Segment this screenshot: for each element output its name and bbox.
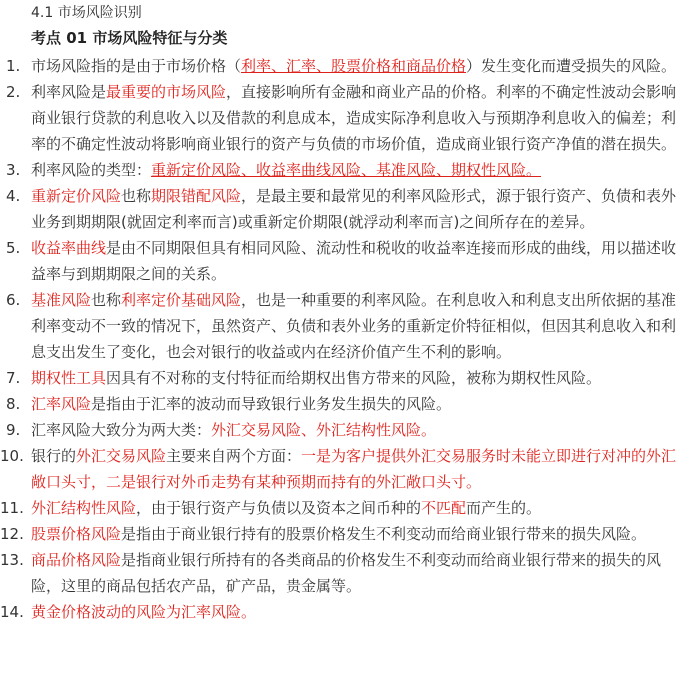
item-text: 是指商业银行所持有的各类商品的价格发生不利变动而给商业银行带来的损失的风险，这里的商品包括农产品，矿产品，贵金属等。 [31,551,662,595]
section-title: 4.1 市场风险识别 [31,5,142,21]
list-item [0,365,687,391]
item-text: 主要来自两个方面： [166,447,302,465]
highlighted-text: 收益率曲线 [31,239,107,257]
highlighted-text: 期权性工具 [31,369,107,387]
list-item [0,521,687,547]
item-number: 7. [6,369,21,387]
item-number: 1. [6,57,21,75]
highlighted-text: 外汇交易风险、外汇结构性风险。 [211,421,437,439]
item-number: 6. [6,291,21,309]
highlighted-text: 重新定价风险、收益率曲线风险、基准风险、期权性风险。 [151,161,542,179]
point-title: 考点 01 市场风险特征与分类 [31,29,228,47]
item-number: 10. [0,447,24,465]
highlighted-text: 利率定价基础风险 [121,291,242,309]
item-text: ，也是一种重要的利率风险。在利息收入和利息支出所依据的基准利率变动不一致的情况下，虽然资产、负债和表外业务的重新定价特征相似，但因其利息收入和利息支出发生了变化，也会对银行的收益或内在经济价值产生不利的影响。 [31,291,677,361]
highlighted-text: 外汇交易风险 [76,447,167,465]
list-item [0,79,687,157]
highlighted-text: 一是为客户提供外汇交易服务时未能立即进行对冲的外汇敞口头寸，二是银行对外币走势有某种预期而持有的外汇敞口头寸。 [31,447,677,491]
item-number: 13. [0,551,24,569]
list-item [0,495,687,521]
list-item [0,235,687,287]
highlighted-text: 黄金价格波动的风险为汇率风险。 [31,603,257,621]
highlighted-text: 股票价格风险 [31,525,122,543]
item-text: ，是最主要和最常见的利率风险形式，源于银行资产、负债和表外业务到期期限(就固定利率而言)或重新定价期限(就浮动利率而言)之间所存在的差异。 [31,187,677,231]
item-text: 是由不同期限但具有相同风险、流动性和税收的收益率连接而形成的曲线，用以描述收益率与到期期限之间的关系。 [31,239,677,283]
item-text: ）发生变化而遭受损失的风险。 [466,57,677,75]
list-item [0,417,687,443]
item-number: 2. [6,83,21,101]
item-text: 市场风险指的是由于市场价格（ [31,57,242,75]
item-text: 利率风险是 [31,83,107,101]
highlighted-text: 汇率风险 [31,395,92,413]
item-text: 也称 [121,187,152,205]
item-text: 银行的 [31,447,77,465]
item-text: 是指由于汇率的波动而导致银行业务发生损失的风险。 [91,395,452,413]
list-item [0,391,687,417]
list-item [0,183,687,235]
list-item [0,599,687,625]
highlighted-text: 重新定价风险 [31,187,122,205]
list-item [0,287,687,365]
item-number: 5. [6,239,21,257]
list-item [0,53,687,79]
highlighted-text: 利率、汇率、股票价格和商品价格 [241,57,467,75]
highlighted-text: 商品价格风险 [31,551,122,569]
item-number: 4. [6,187,21,205]
list-item [0,157,687,183]
highlighted-text: 外汇结构性风险 [31,499,137,517]
item-text: 也称 [91,291,122,309]
list-item [0,547,687,599]
item-number: 14. [0,603,24,621]
item-number: 9. [6,421,21,439]
item-text: 是指由于商业银行持有的股票价格发生不利变动而给商业银行带来的损失风险。 [121,525,647,543]
item-text: ，由于银行资产与负债以及资本之间币种的 [136,499,422,517]
point-list [0,53,696,625]
item-number: 11. [0,499,24,517]
highlighted-text: 最重要的市场风险 [106,83,227,101]
item-number: 8. [6,395,21,413]
item-text: 汇率风险大致分为两大类： [31,421,212,439]
item-text: ，直接影响所有金融和商业产品的价格。利率的不确定性波动会影响商业银行贷款的利息收入以及借款的利息成本，造成实际净利息收入与预期净利息收入的偏差；利率的不确定性波动将影响商业银行的资产与负债的市场价值，造成商业银行资产净值的潜在损失。 [31,83,677,153]
highlighted-text: 不匹配 [421,499,467,517]
item-number: 3. [6,161,21,179]
item-number: 12. [0,525,24,543]
item-text: 因具有不对称的支付特征而给期权出售方带来的风险，被称为期权性风险。 [106,369,602,387]
highlighted-text: 基准风险 [31,291,92,309]
list-item [0,443,687,495]
item-text: 而产生的。 [466,499,542,517]
item-text: 利率风险的类型： [31,161,152,179]
highlighted-text: 期限错配风险 [151,187,242,205]
